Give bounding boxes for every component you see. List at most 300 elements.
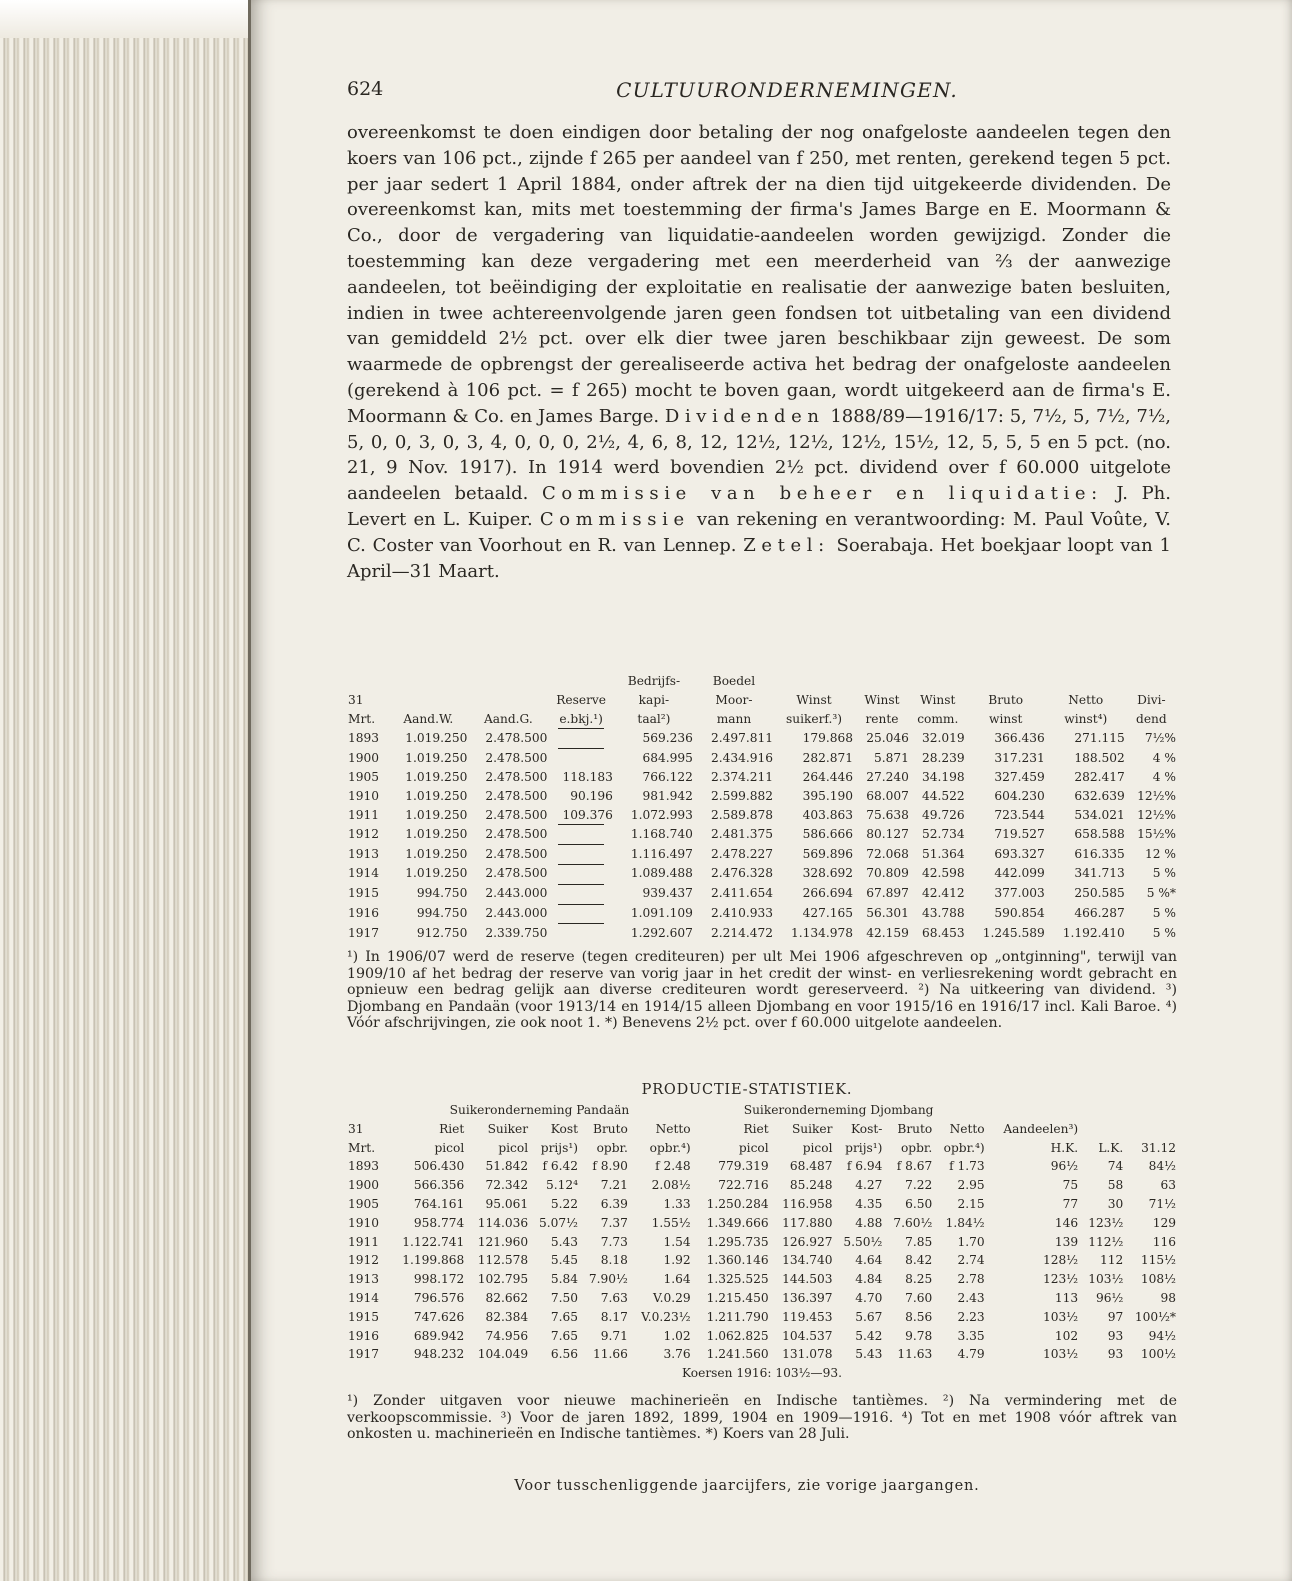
table-cell: 116 [1152, 1234, 1176, 1249]
table-cell: 68.487 [789, 1159, 833, 1174]
table-cell: 1914 [348, 866, 380, 881]
table-cell: 7.22 [905, 1178, 933, 1193]
dash-mark [558, 904, 604, 924]
table-cell: 1910 [348, 788, 380, 803]
table-cell: 7.90½ [588, 1272, 628, 1287]
table-cell: 1915 [348, 886, 380, 901]
table-cell: Kost [550, 1121, 578, 1136]
table-cell: 341.713 [1074, 866, 1125, 881]
table-cell: 590.854 [994, 906, 1045, 921]
table-cell: 114.036 [477, 1215, 529, 1230]
table-cell: 100½* [1134, 1309, 1176, 1324]
production-table-body [347, 1120, 1177, 1364]
table-cell: 1.54 [663, 1234, 691, 1249]
group-pandaan: Suikeronderneming Pandaän [449, 1103, 630, 1117]
table-cell: 1.241.560 [706, 1347, 769, 1362]
table-cell [1126, 672, 1177, 691]
table-cell: 1917 [348, 1347, 380, 1362]
table-cell: 8.56 [905, 1309, 933, 1324]
table-cell: 68.007 [866, 788, 909, 803]
table-cell: 377.003 [994, 886, 1045, 901]
table-cell: 1.019.250 [405, 826, 468, 841]
table-cell: 5.871 [873, 750, 909, 765]
table-cell: f 2.48 [655, 1159, 691, 1174]
table-cell: 4.88 [855, 1215, 883, 1230]
table-cell: 5.45 [550, 1253, 578, 1268]
table-cell [548, 672, 614, 691]
koersen-row [347, 1364, 1177, 1383]
table-cell: 1911 [348, 1234, 380, 1249]
commissie-rekening-text: van rekening en verantwoording: M. Paul Voûte, V. C. Coster van Voorhout en R. van Lennep. [347, 508, 1171, 556]
table-cell: prijs¹) [540, 1140, 578, 1155]
table-cell: 2.599.882 [710, 788, 773, 803]
table-cell: 5.12⁴ [545, 1178, 578, 1193]
table-cell: 5.07½ [539, 1215, 578, 1230]
table-cell: Winst [920, 692, 956, 707]
table-cell: 1913 [348, 1272, 380, 1287]
table-cell: 1.019.250 [405, 788, 468, 803]
table-cell: 1.92 [663, 1253, 691, 1268]
table-cell: 5.50½ [843, 1234, 883, 1249]
table-cell: 115½ [1140, 1253, 1176, 1268]
table-cell: 3.76 [663, 1347, 691, 1362]
table-cell: 103½ [1043, 1309, 1079, 1324]
table-cell: 2.497.811 [710, 730, 773, 745]
table-cell: 271.115 [1074, 730, 1125, 745]
book-page [251, 0, 1292, 1581]
table-cell: 1912 [348, 826, 380, 841]
table-cell: 1.134.978 [791, 925, 854, 940]
table-cell: Mrt. [348, 711, 376, 726]
table-cell: 658.588 [1074, 826, 1125, 841]
table-cell: 1900 [348, 750, 380, 765]
table-cell: 188.502 [1074, 750, 1125, 765]
table-cell: 112.578 [477, 1253, 529, 1268]
table-cell: Suiker [487, 1121, 529, 1136]
table-cell: 2.478.500 [485, 788, 548, 803]
table-cell: 5.43 [550, 1234, 578, 1249]
commissie-beheer-label: Commissie van beheer en liquidatie: [542, 483, 1103, 505]
table-cell: 1.33 [663, 1196, 691, 1211]
table-cell: 1905 [348, 769, 380, 784]
table-cell: 128½ [1043, 1253, 1079, 1268]
table-cell: kapi- [638, 692, 670, 707]
commissie-rekening-label: Commissie [539, 508, 690, 530]
table-row [347, 806, 1177, 825]
table-cell: 7.37 [600, 1215, 628, 1230]
table-cell: Aand.W. [403, 711, 454, 726]
table-cell: Netto [655, 1121, 691, 1136]
table-cell: 32.019 [922, 730, 965, 745]
table-cell: 632.639 [1074, 788, 1125, 803]
table-cell: 8.25 [905, 1272, 933, 1287]
table-cell: Winst [796, 692, 832, 707]
table-cell: 5 % [1152, 866, 1176, 881]
table-row [347, 904, 1177, 924]
table-cell: 146 [1054, 1215, 1079, 1230]
table-cell: Riet [743, 1121, 769, 1136]
table-cell: 948.232 [413, 1347, 465, 1362]
table-cell: 689.942 [413, 1328, 465, 1343]
table-cell: 30 [1107, 1196, 1124, 1211]
table-cell: Moor- [715, 692, 753, 707]
table-cell [388, 672, 468, 691]
table-cell: 2.43 [957, 1290, 985, 1305]
table-cell: 1.349.666 [706, 1215, 769, 1230]
table-cell: 1.192.410 [1062, 925, 1125, 940]
table-cell: 7.65 [550, 1328, 578, 1343]
table-cell: 112 [1100, 1253, 1124, 1268]
table-cell: 1.019.250 [405, 846, 468, 861]
table-cell: 1.215.450 [706, 1290, 769, 1305]
table-cell: 6.50 [905, 1196, 933, 1211]
table-cell: 5 %* [1146, 886, 1176, 901]
table-cell: Bruto [988, 692, 1024, 707]
table-cell: Bedrijfs- [627, 674, 681, 688]
table-cell: 67.897 [866, 886, 909, 901]
table-cell: f 8.67 [896, 1159, 933, 1174]
table-cell: 1.64 [663, 1272, 691, 1287]
table-cell: 684.995 [642, 750, 693, 765]
table-cell: 4.27 [855, 1178, 883, 1193]
table-cell: 5.84 [550, 1272, 578, 1287]
table-cell: 693.327 [994, 846, 1045, 861]
table-cell: 327.459 [994, 769, 1045, 784]
table-cell: 43.788 [922, 906, 965, 921]
table-cell: 6.56 [550, 1347, 578, 1362]
table-cell [548, 923, 614, 943]
table-cell: 129 [1152, 1215, 1176, 1230]
table-cell: winst⁴) [1064, 711, 1108, 726]
table-row [347, 1251, 1177, 1270]
dash-mark [558, 728, 604, 748]
table-cell: 58 [1107, 1178, 1124, 1193]
production-table-header [347, 1101, 1177, 1120]
table-cell: opbr. [596, 1140, 628, 1155]
table-cell: 11.63 [897, 1347, 933, 1362]
table-cell: 2.478.500 [485, 846, 548, 861]
table-cell: 1911 [348, 807, 380, 822]
table-cell [1046, 672, 1126, 691]
table-cell: 25.046 [866, 730, 909, 745]
table-cell: 28.239 [922, 750, 965, 765]
table-cell: 4.35 [855, 1196, 883, 1211]
table-cell: 5 % [1152, 925, 1176, 940]
table-cell: 42.412 [922, 886, 965, 901]
table-cell: 1.019.250 [405, 750, 468, 765]
table-cell: 586.666 [802, 826, 854, 841]
table-cell: 2.23 [957, 1309, 985, 1324]
table-row [347, 1270, 1177, 1289]
table-cell: 266.694 [802, 886, 854, 901]
table-cell: 9.78 [905, 1328, 933, 1343]
table-cell: 1910 [348, 1215, 380, 1230]
table-cell: 2.214.472 [710, 925, 773, 940]
table-cell: 1.84½ [945, 1215, 985, 1230]
table-cell: 7½% [1144, 730, 1176, 745]
table-row [347, 1195, 1177, 1214]
table-cell: picol [738, 1140, 769, 1155]
table-cell: 7.50 [550, 1290, 578, 1305]
dash-mark [558, 844, 604, 864]
table-cell: mann [716, 711, 752, 726]
table-header-row [347, 710, 1177, 729]
table-cell: 4.79 [957, 1347, 985, 1362]
table-cell: 3.35 [957, 1328, 985, 1343]
table-cell: 82.384 [485, 1309, 529, 1324]
table-cell: 566.356 [413, 1178, 465, 1193]
dash-mark [558, 748, 604, 768]
page-number: 624 [347, 78, 384, 100]
table-cell: 1.199.868 [402, 1253, 465, 1268]
body-paragraph [347, 120, 1171, 584]
table-cell: 796.576 [413, 1290, 465, 1305]
table-cell: 27.240 [866, 769, 909, 784]
table-cell: 5.42 [855, 1328, 883, 1343]
table-cell: 1.70 [957, 1234, 985, 1249]
table-header-row [347, 1139, 1177, 1158]
table-cell: 1905 [348, 1196, 380, 1211]
table-cell: 82.662 [485, 1290, 529, 1305]
table-cell [854, 672, 910, 691]
table-cell: 1915 [348, 1309, 380, 1324]
group-spacer [347, 1101, 387, 1120]
table-cell: 2.411.654 [710, 886, 773, 901]
table-cell: 131.078 [782, 1347, 833, 1362]
table-cell: comm. [917, 711, 959, 726]
running-title: CULTUURONDERNEMINGEN. [616, 78, 958, 102]
table-cell: 1.250.284 [706, 1196, 769, 1211]
table-cell: 80.127 [866, 826, 909, 841]
table-cell: 569.236 [642, 730, 693, 745]
table-cell: 1.122.741 [402, 1234, 465, 1249]
table-cell: 719.527 [994, 826, 1045, 841]
table-cell: 1.062.825 [706, 1328, 769, 1343]
table-cell: 96½ [1095, 1290, 1124, 1305]
table-cell: 84½ [1148, 1159, 1176, 1174]
table-row [347, 884, 1177, 904]
table-cell: 7.85 [905, 1234, 933, 1249]
table-cell: L.K. [1098, 1140, 1124, 1155]
table-cell: 136.397 [782, 1290, 833, 1305]
table-cell: 139 [1054, 1234, 1079, 1249]
table-cell: 4.64 [855, 1253, 883, 1268]
table-cell: Winst [864, 692, 900, 707]
production-footnotes: ¹) Zonder uitgaven voor nieuwe machinerieën en Indische tantièmes. ²) Na vermindering met de verkoopscommissie. ³) Voor de jaren 1892, 1899, 1904 en 1909—1916. ⁴) Tot en met 1908 vóór aftrek van onkosten u. machinerieën en Indische tantièmes. *) Koers van 28 Juli. [347, 1393, 1177, 1443]
table-cell: 42.598 [922, 866, 965, 881]
table-cell: 2.08½ [651, 1178, 691, 1193]
table-cell: 94½ [1148, 1328, 1176, 1343]
table-cell: 134.740 [782, 1253, 833, 1268]
table-cell: 1.019.250 [405, 807, 468, 822]
table-cell: 2.478.500 [485, 826, 548, 841]
table-cell: f 1.73 [949, 1159, 985, 1174]
table-cell: 119.453 [782, 1309, 833, 1324]
table-cell: Riet [439, 1121, 465, 1136]
group-spacer [986, 1101, 1177, 1120]
table-cell: 2.443.000 [485, 886, 548, 901]
table-cell: 981.942 [642, 788, 693, 803]
paragraph-text: overeenkomst te doen eindigen door betaling der nog onafgeloste aandeelen tegen den koers van 106 pct., zijnde f 265 per aandeel van f 250, met renten, gerekend tegen 5 pct. per jaar sedert 1 April 1884, onder aftrek der na dien tijd uitgekeerde dividenden. De overeenkomst kan, mits met toestemming der firma's James Barge en E. Moormann & Co., door de vergadering van liquidatie-aandeelen worden gewijzigd. Zonder die toestemming kan deze vergadering met een meerderheid van ⅔ der aanwezige aandeelen, tot beëindiging der exploitatie en realisatie der aanwezige baten besluiten, indien in twee achtereenvolgende jaren geen fondsen tot uitbetaling van een dividend van gemiddeld 2½ pct. over elk dier twee jaren beschikbaar zijn geweest. De som waarmede de opbrengst der gerealiseerde activa het bedrag der onafgeloste aandeelen (gerekend à 106 pct. = f 265) mocht te boven gaan, wordt uitgekeerd aan de firma's E. Moormann & Co. en James Barge. [347, 122, 1171, 427]
table-cell: 395.190 [802, 788, 854, 803]
table-cell: 75 [1062, 1178, 1079, 1193]
table-cell: 764.161 [413, 1196, 465, 1211]
table-cell: 4 % [1152, 750, 1176, 765]
financial-footnotes: ¹) In 1906/07 werd de reserve (tegen crediteuren) per ult Mei 1906 afgeschreven op „ontginning", terwijl van 1909/10 af het bedrag der reserve van vorig jaar in het credit der winst- en verliesrekening wordt gebracht en opnieuw een bedrag gelijk aan diverse crediteuren wordt gereserveerd. ²) Na uitkeering van dividend. ³) Djombang en Pandaän (voor 1913/14 en 1914/15 alleen Djombang en voor 1915/16 en 1916/17 incl. Kali Baroe. ⁴) Vóór afschrijvingen, zie ook noot 1. *) Benevens 2½ pct. over f 60.000 uitgelote aandeelen. [347, 949, 1177, 1032]
table-cell: 11.66 [592, 1347, 628, 1362]
table-cell [548, 748, 614, 768]
table-cell: Bruto [897, 1121, 933, 1136]
table-cell: 1.295.735 [706, 1234, 769, 1249]
koersen-line: Koersen 1916: 103½—93. [682, 1366, 842, 1381]
table-cell: 506.430 [413, 1159, 465, 1174]
table-cell: 72.342 [485, 1178, 529, 1193]
table-cell: Netto [949, 1121, 985, 1136]
table-cell: 102.795 [477, 1272, 529, 1287]
table-cell [347, 672, 388, 691]
table-cell: 2.410.933 [710, 906, 773, 921]
table-cell: 34.198 [922, 769, 965, 784]
table-cell [548, 904, 614, 924]
table-cell: 1900 [348, 1178, 380, 1193]
table-cell: 98 [1160, 1290, 1176, 1305]
table-cell: 95.061 [485, 1196, 529, 1211]
table-cell: 366.436 [994, 730, 1045, 745]
table-cell: Aand.G. [483, 711, 533, 726]
table-cell: 71½ [1148, 1196, 1176, 1211]
table-cell: 93 [1107, 1328, 1124, 1343]
book-page-edges [0, 0, 251, 1581]
table-cell: 7.73 [600, 1234, 628, 1249]
table-cell: 4 % [1152, 769, 1176, 784]
dash-mark [558, 884, 604, 904]
table-cell: 2.478.227 [710, 846, 773, 861]
table-cell: 2.478.500 [485, 866, 548, 881]
table-cell: 1.116.497 [630, 846, 693, 861]
table-cell: 104.537 [782, 1328, 833, 1343]
table-cell: 2.481.375 [710, 826, 773, 841]
table-cell: 104.049 [477, 1347, 529, 1362]
table-cell: dend [1136, 711, 1167, 726]
table-cell: 604.230 [994, 788, 1045, 803]
financial-table-body [347, 728, 1177, 943]
table-row [347, 1214, 1177, 1233]
table-cell: 1893 [348, 1159, 380, 1174]
table-cell [548, 728, 614, 748]
table-cell: 1.168.740 [630, 826, 693, 841]
table-cell: 2.478.500 [485, 730, 548, 745]
table-cell: winst [989, 711, 1023, 726]
table-cell: 8.18 [600, 1253, 628, 1268]
table-cell: 31.12 [1141, 1140, 1176, 1155]
table-row [347, 864, 1177, 884]
table-cell: taal²) [637, 711, 671, 726]
table-cell: 1916 [348, 1328, 380, 1343]
table-cell: 442.099 [994, 866, 1045, 881]
table-cell: 2.374.211 [710, 769, 773, 784]
table-cell: 102 [1054, 1328, 1079, 1343]
table-cell [1124, 1120, 1177, 1139]
table-cell: 5.22 [550, 1196, 578, 1211]
dividenden-text: 1888/89—1916/17: 5, 7½, 5, 7½, 7½, 5, 0, 0, 3, 0, 3, 4, 0, 0, 0, 2½, 4, 6, 8, 12, 12½, 12½, 12½, 15½, 12, 5, 5, 5 en 5 pct. (no. 21, 9 Nov. 1917). In 1914 werd bovendien 2½ pct. dividend over f 60.000 uitgelote aandeelen betaald. [347, 405, 1171, 505]
table-cell [548, 824, 614, 844]
table-cell: 44.522 [922, 788, 965, 803]
zetel-text: Soerabaja. Het boekjaar loopt van 1 April—31 Maart. [347, 534, 1171, 582]
table-cell: rente [865, 711, 899, 726]
table-cell: 118.183 [562, 769, 613, 784]
table-cell: 31 [348, 692, 364, 707]
table-cell: opbr.⁴) [649, 1140, 691, 1155]
table-cell: 2.478.500 [485, 750, 548, 765]
table-cell: 1.211.790 [706, 1309, 769, 1324]
table-cell: 12½% [1137, 788, 1176, 803]
dash-mark [558, 923, 604, 943]
table-cell: suikerf.³) [785, 711, 843, 726]
table-cell: 1913 [348, 846, 380, 861]
table-cell: 31 [348, 1121, 364, 1136]
table-cell: 427.165 [802, 906, 854, 921]
table-cell: 2.15 [957, 1196, 985, 1211]
table-cell: 1.292.607 [630, 925, 693, 940]
table-cell: 51.842 [485, 1159, 529, 1174]
table-row [347, 1157, 1177, 1176]
table-cell: V.0.23½ [641, 1309, 691, 1324]
table-cell: 109.376 [562, 807, 613, 822]
table-cell: 4.84 [855, 1272, 883, 1287]
table-cell: 121.960 [477, 1234, 529, 1249]
table-cell: 1.55½ [651, 1215, 691, 1230]
table-cell: 123½ [1088, 1215, 1124, 1230]
table-cell: 6.39 [600, 1196, 628, 1211]
table-cell: Mrt. [348, 1140, 376, 1155]
table-cell: 2.589.878 [710, 807, 773, 822]
table-cell: 994.750 [416, 906, 468, 921]
table-cell: 264.446 [802, 769, 854, 784]
table-cell [548, 864, 614, 884]
table-cell: 75.638 [866, 807, 909, 822]
table-cell: 8.17 [600, 1309, 628, 1324]
table-cell [966, 672, 1046, 691]
table-cell [774, 672, 854, 691]
table-cell: 958.774 [413, 1215, 465, 1230]
table-cell: 68.453 [922, 925, 965, 940]
table-cell [548, 844, 614, 864]
table-cell: 998.172 [413, 1272, 465, 1287]
table-cell: 56.301 [866, 906, 909, 921]
financial-table [347, 672, 1177, 943]
final-line: Voor tusschenliggende jaarcijfers, zie vorige jaargangen. [514, 1478, 980, 1494]
table-cell: 1.245.589 [982, 925, 1045, 940]
table-cell: 15½% [1137, 826, 1176, 841]
table-cell: opbr. [900, 1140, 933, 1155]
table-cell: 2.478.500 [485, 769, 548, 784]
table-cell: 77 [1062, 1196, 1079, 1211]
table-cell: 5.67 [855, 1309, 883, 1324]
table-row [347, 787, 1177, 806]
table-cell: 1.072.993 [630, 807, 693, 822]
table-cell: 2.443.000 [485, 906, 548, 921]
table-cell [388, 691, 468, 710]
table-cell: f 6.42 [542, 1159, 578, 1174]
table-cell: 144.503 [782, 1272, 833, 1287]
group-djombang: Suikeronderneming Djombang [743, 1103, 934, 1117]
table-row [347, 748, 1177, 768]
table-cell: 2.476.328 [710, 866, 773, 881]
table-cell: 116.958 [782, 1196, 833, 1211]
table-cell: 4.70 [855, 1290, 883, 1305]
table-cell: 328.692 [802, 866, 854, 881]
table-cell: opbr.⁴) [943, 1140, 985, 1155]
